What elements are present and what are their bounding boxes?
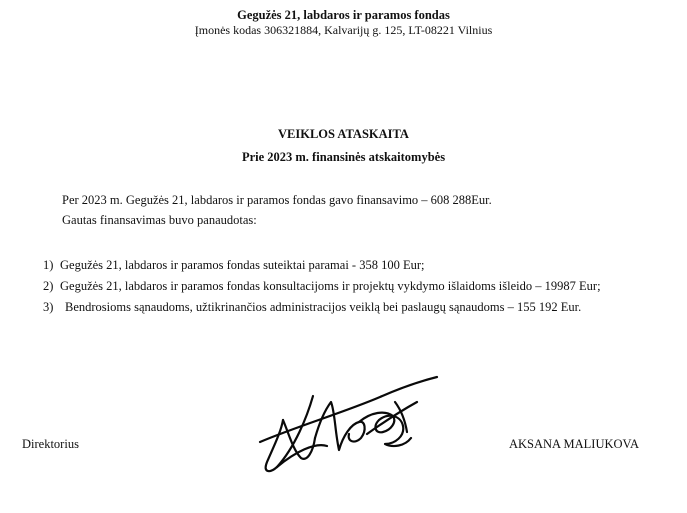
- list-item: [43, 300, 581, 315]
- signatory-name: AKSANA MALIUKOVA: [509, 437, 639, 451]
- list-item-text: Bendrosioms sąnaudoms, užtikrinančios administracijos veiklą bei paslaugų sąnaudoms – 155 192 Eur.: [65, 300, 582, 314]
- list-item-number: 2): [43, 279, 54, 293]
- list-item-number: 3): [43, 300, 54, 314]
- organization-details: Įmonės kodas 306321884, Kalvarijų g. 125, LT-08221 Vilnius: [194, 23, 493, 37]
- signatory-role: Direktorius: [22, 437, 79, 451]
- list-item: [43, 258, 424, 273]
- list-item-text: Gegužės 21, labdaros ir paramos fondas suteiktai paramai - 358 100 Eur;: [60, 258, 425, 272]
- document-title: VEIKLOS ATASKAITA: [278, 127, 409, 141]
- organization-name: Gegužės 21, labdaros ir paramos fondas: [237, 8, 450, 22]
- list-item: [43, 279, 601, 294]
- list-item-number: 1): [43, 258, 54, 272]
- handwritten-signature: [255, 372, 445, 477]
- usage-intro-paragraph: Gautas finansavimas buvo panaudotas:: [62, 213, 257, 227]
- list-item-text: Gegužės 21, labdaros ir paramos fondas konsultacijoms ir projektų vykdymo išlaidoms išleido – 19987 Eur;: [60, 279, 601, 293]
- funding-paragraph: Per 2023 m. Gegužės 21, labdaros ir paramos fondas gavo finansavimo – 608 288Eur.: [62, 193, 492, 207]
- document-subtitle: Prie 2023 m. finansinės atskaitomybės: [241, 150, 446, 164]
